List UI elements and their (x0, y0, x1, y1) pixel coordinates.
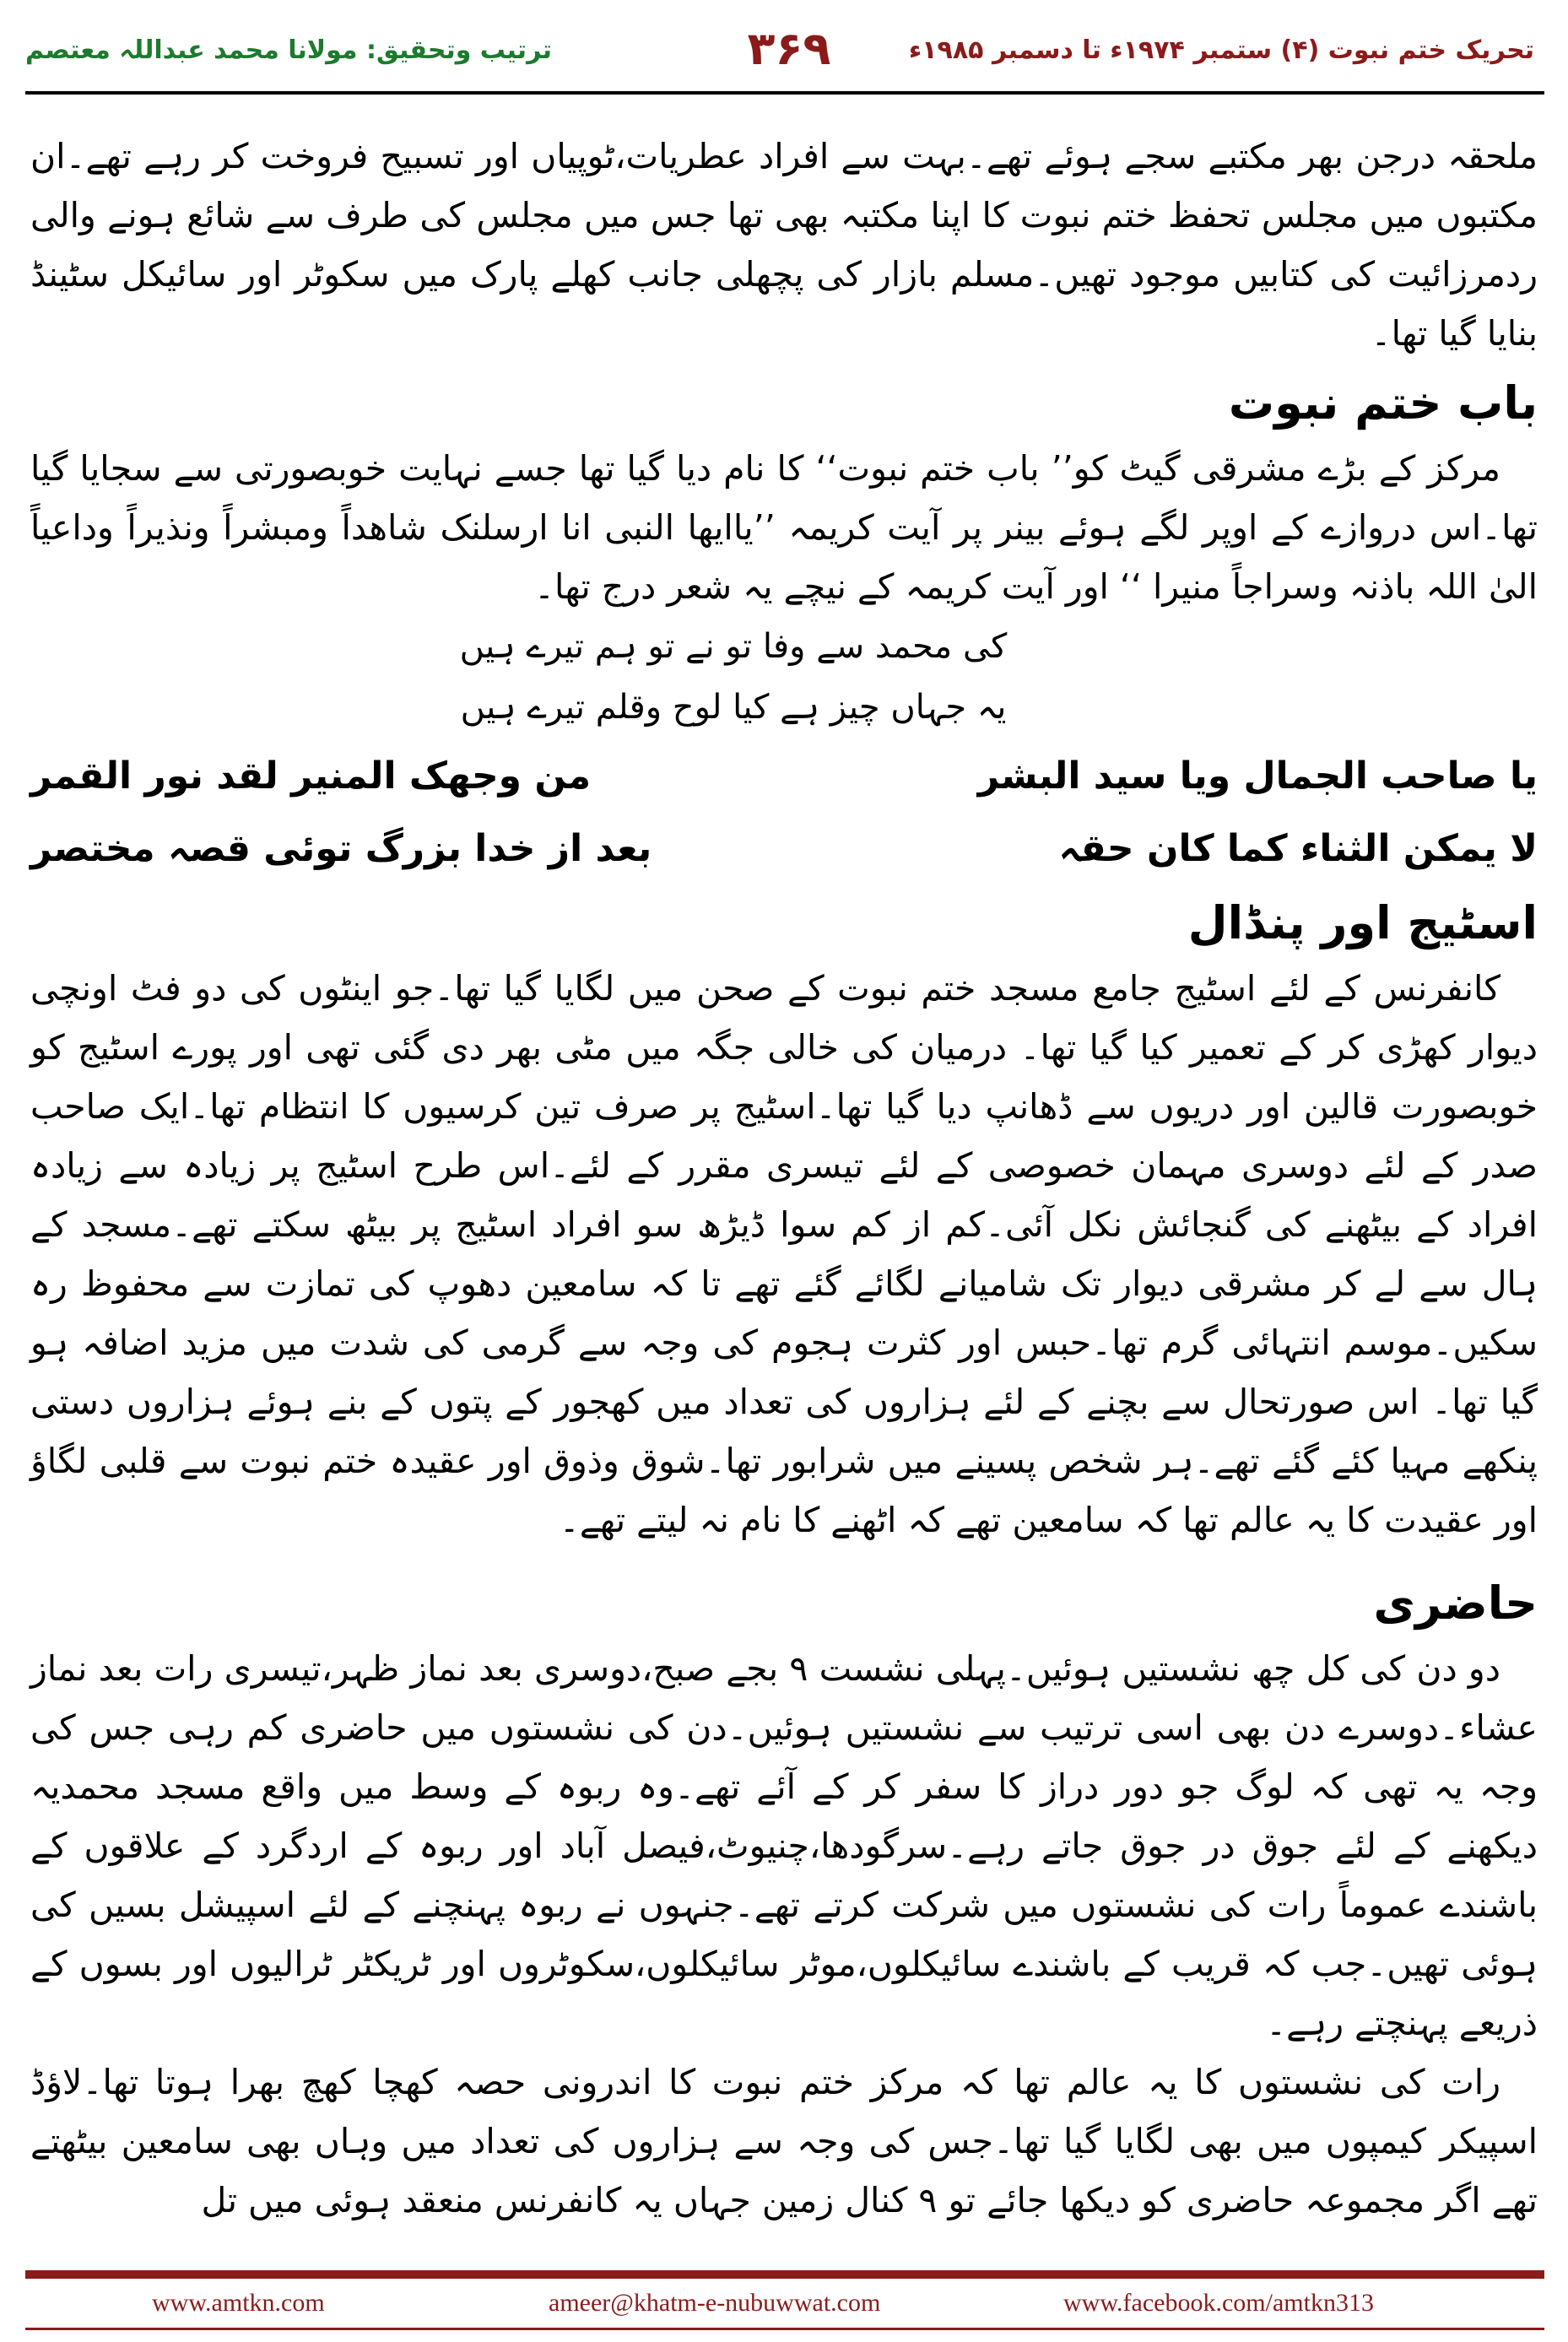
arabic-verse-row-2 (30, 815, 1538, 883)
heading-stage-and-pandal: اسٹیج اور پنڈال (1187, 896, 1538, 949)
arabic-verse-right: یا صاحب الجمال ویا سید البشر (977, 755, 1538, 798)
paragraph-gate: مرکز کے بڑے مشرقی گیٹ کو’’ باب ختم نبوت‘‘ کا نام دیا گیا تھا جسے نہایت خوبصورتی سے سجایا گیا تھا۔اس دروازے کے اوپر لگے ہوئے بینر پر آیت کریمہ ’’یاایھا النبی انا ارسلنک شاھداً ومبشراً ونذیراً وداعیاً الیٰ اللہ باذنہ وسراجاً منیرا ‘‘ اور آیت کریمہ کے نیچے یہ شعر درج تھا۔ (30, 448, 1538, 607)
header-divider (25, 91, 1544, 95)
heading-attendance: حاضری (1373, 1577, 1538, 1630)
book-title: تحریک ختم نبوت (۴) ستمبر ۱۹۷۴ء تا دسمبر ۱۹۸۵ء (908, 35, 1534, 65)
arabic-verse-right: لا یمکن الثناء کما کان حقہ (1058, 827, 1538, 870)
email-link[interactable]: ameer@khatm-e-nubuwwat.com (549, 2289, 881, 2317)
paragraph-stage: کانفرنس کے لئے اسٹیج جامع مسجد ختم نبوت کے صحن میں لگایا گیا تھا۔جو اینٹوں کی دو فٹ اونچی دیوار کھڑی کر کے تعمیر کیا گیا تھا۔ درمیان کی خالی جگہ میں مٹی بھر دی گئی تھی اور پورے اسٹیج کو خوبصورت قالین اور دریوں سے ڈھانپ دیا گیا تھا۔اسٹیج پر صرف تین کرسیوں کا انتظام تھا۔ایک صاحب صدر کے لئے دوسری مہمان خصوصی کے لئے تیسری مقرر کے لئے۔اس طرح اسٹیج پر زیادہ سے زیادہ افراد کے بیٹھنے کی گنجائش نکل آئی۔کم از کم سوا ڈیڑھ سو افراد اسٹیج پر بیٹھ سکتے تھے۔مسجد کے ہال سے لے کر مشرقی دیوار تک شامیانے لگائے گئے تھے تا کہ سامعین دھوپ کی تمازت سے محفوظ رہ سکیں۔موسم انتہائی گرم تھا۔حبس اور کثرت ہجوم کی وجہ سے گرمی کی شدت میں مزید اضافہ ہو گیا تھا۔ اس صورتحال سے بچنے کے لئے ہزاروں کی تعداد میں کھجور کے پتوں کے بنے ہوئے ہزاروں دستی پنکھے مہیا کئے گئے تھے۔ہر شخص پسینے میں شرابور تھا۔شوق وذوق اور عقیدہ ختم نبوت سے قلبی لگاؤ اور عقیدت کا یہ عالم تھا کہ سامعین تھے کہ اٹھنے کا نام نہ لیتے تھے۔ (30, 968, 1538, 1540)
couplet-line-1: کی محمد سے وفا تو نے تو ہم تیرے ہیں (459, 627, 1008, 666)
paragraph-night-sessions: رات کی نشستوں کا یہ عالم تھا کہ مرکز ختم نبوت کا اندرونی حصہ کھچا کھچ بھرا ہوتا تھا۔لاؤڈ اسپیکر کیمپوں میں بھی لگایا گیا تھا۔جس کی وجہ سے ہزاروں کی تعداد میں وہاں بھی سامعین بیٹھتے تھے اگر مجموعہ حاضری کو دیکھا جائے تو ۹ کنال زمین جہاں یہ کانفرنس منعقد ہوئی میں تل (30, 2062, 1538, 2220)
page-number: ۳۶۹ (747, 22, 831, 75)
page-body (30, 127, 1538, 2230)
arabic-verse-left: من وجھک المنیر لقد نور القمر (30, 755, 592, 798)
heading-bab-khatm-e-nubuwwat: باب ختم نبوت (1228, 376, 1538, 430)
page-header (0, 0, 1568, 100)
footer-divider (25, 2270, 1544, 2279)
paragraph-bookstalls: ملحقہ درجن بھر مکتبے سجے ہوئے تھے۔بہت سے افراد عطریات،ٹوپیاں اور تسبیح فروخت کر رہے تھے۔ان مکتبوں میں مجلس تحفظ ختم نبوت کا اپنا مکتبہ بھی تھا جس میں مجلس کی طرف سے شائع ہونے والی ردمرزائیت کی کتابیں موجود تھیں۔مسلم بازار کی پچھلی جانب کھلے پارک میں سکوٹر اور سائیکل سٹینڈ بنایا گیا تھا۔ (30, 136, 1538, 354)
website-link[interactable]: www.amtkn.com (152, 2289, 325, 2317)
author-credit: ترتیب وتحقیق: مولانا محمد عبداللہ معتصم (25, 35, 552, 65)
facebook-link[interactable]: www.facebook.com/amtkn313 (1063, 2289, 1374, 2317)
couplet-line-2: یہ جہاں چیز ہے کیا لوح وقلم تیرے ہیں (460, 688, 1007, 727)
arabic-verse-row-1 (30, 743, 1538, 810)
arabic-verse-left: بعد از خدا بزرگ توئی قصہ مختصر (30, 827, 652, 870)
page-footer (25, 2289, 1544, 2323)
paragraph-sessions: دو دن کی کل چھ نشستیں ہوئیں۔پہلی نشست ۹ بجے صبح،دوسری بعد نماز ظہر،تیسری رات بعد نماز عشاء۔دوسرے دن بھی اسی ترتیب سے نشستیں ہوئیں۔دن کی نشستوں میں حاضری کم رہی جس کی وجہ یہ تھی کہ لوگ جو دور دراز کا سفر کر کے آئے تھے۔وہ ربوہ کے وسط میں واقع مسجد محمدیہ دیکھنے کے لئے جوق در جوق جاتے رہے۔سرگودھا،چنیوٹ،فیصل آباد اور ربوہ کے اردگرد کے علاقوں کے باشندے عموماً رات کی نشستوں میں شرکت کرتے تھے۔جنہوں نے ربوہ پہنچنے کے لئے اسپیشل بسیں کی ہوئی تھیں۔جب کہ قریب کے باشندے سائیکلوں،موٹر سائیکلوں،سکوٹروں اور ٹریکٹر ٹرالیوں اور بسوں کے ذریعے پہنچتے رہے۔ (30, 1648, 1538, 2043)
urdu-couplet (30, 616, 1538, 738)
footer-bottom-rule (25, 2328, 1544, 2330)
